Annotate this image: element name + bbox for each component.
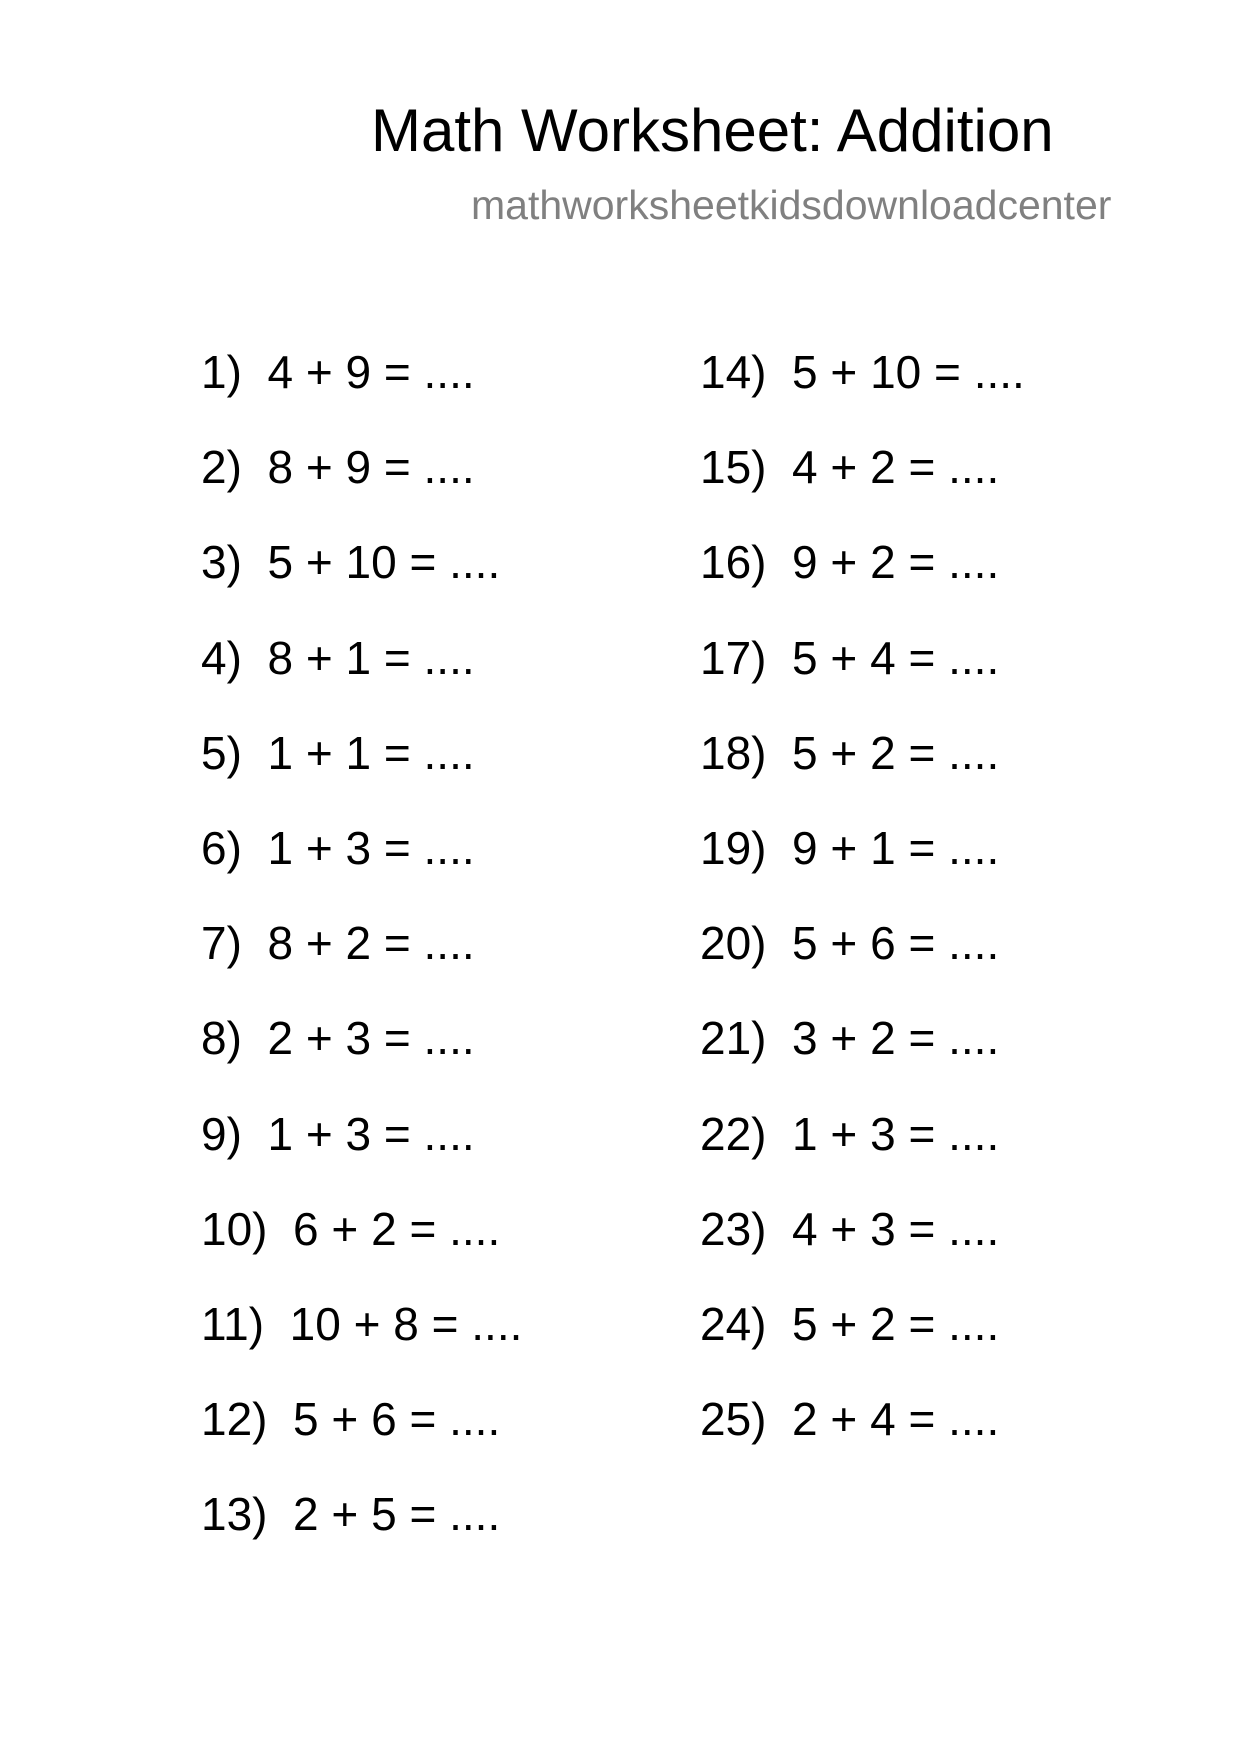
plus-operator: + bbox=[830, 821, 858, 874]
addend-a: 2 bbox=[267, 1012, 294, 1065]
addend-b: 2 bbox=[371, 1202, 397, 1255]
answer-blank[interactable]: .... bbox=[423, 726, 475, 779]
problem-number: 25) bbox=[700, 1393, 767, 1446]
problem-number: 21) bbox=[700, 1012, 767, 1065]
addend-a: 5 bbox=[792, 346, 818, 398]
addend-b: 1 bbox=[870, 821, 896, 874]
answer-blank[interactable]: .... bbox=[948, 536, 1000, 589]
equals-sign: = bbox=[409, 1488, 437, 1541]
addend-a: 10 bbox=[289, 1297, 341, 1350]
problem-item bbox=[700, 340, 1025, 435]
addend-a: 9 bbox=[792, 536, 818, 589]
problem-number: 3) bbox=[201, 536, 242, 589]
plus-operator: + bbox=[331, 1393, 359, 1446]
addend-b: 1 bbox=[345, 631, 372, 684]
answer-blank[interactable]: .... bbox=[449, 1488, 501, 1541]
answer-blank[interactable]: .... bbox=[449, 1202, 501, 1255]
equals-sign: = bbox=[908, 726, 936, 779]
problem-item bbox=[201, 530, 522, 625]
equals-sign: = bbox=[431, 1297, 459, 1350]
equals-sign: = bbox=[908, 1012, 936, 1065]
equals-sign: = bbox=[383, 631, 411, 684]
problem-item bbox=[201, 1197, 522, 1292]
problem-item bbox=[700, 1006, 1025, 1101]
addend-a: 1 bbox=[792, 1107, 818, 1160]
addend-a: 4 bbox=[267, 346, 294, 398]
problem-number: 5) bbox=[201, 726, 242, 779]
plus-operator: + bbox=[305, 1107, 333, 1160]
plus-operator: + bbox=[305, 536, 333, 589]
problem-item bbox=[201, 340, 522, 435]
worksheet-title: Math Worksheet: Addition bbox=[371, 97, 1054, 164]
answer-blank[interactable]: .... bbox=[423, 1107, 475, 1160]
addend-b: 3 bbox=[345, 1012, 372, 1065]
problem-item bbox=[700, 1102, 1025, 1197]
problem-item bbox=[201, 1482, 522, 1577]
answer-blank[interactable]: .... bbox=[948, 1012, 1000, 1065]
problem-number: 12) bbox=[201, 1393, 268, 1446]
plus-operator: + bbox=[830, 1202, 858, 1255]
addend-a: 5 bbox=[792, 631, 818, 684]
addend-b: 10 bbox=[345, 536, 397, 589]
plus-operator: + bbox=[305, 346, 333, 398]
plus-operator: + bbox=[830, 1393, 858, 1446]
addend-b: 6 bbox=[870, 917, 896, 970]
addend-b: 2 bbox=[345, 917, 372, 970]
addend-b: 2 bbox=[870, 1012, 896, 1065]
addend-b: 6 bbox=[371, 1393, 397, 1446]
addend-b: 4 bbox=[870, 1393, 896, 1446]
addend-b: 4 bbox=[870, 631, 896, 684]
equals-sign: = bbox=[409, 536, 437, 589]
addend-a: 2 bbox=[792, 1393, 818, 1446]
addend-b: 3 bbox=[870, 1202, 896, 1255]
problem-item bbox=[201, 626, 522, 721]
equals-sign: = bbox=[383, 726, 411, 779]
equals-sign: = bbox=[383, 1107, 411, 1160]
answer-blank[interactable]: .... bbox=[948, 1202, 1000, 1255]
addend-a: 5 bbox=[792, 726, 818, 779]
problem-item bbox=[700, 1197, 1025, 1292]
plus-operator: + bbox=[331, 1488, 359, 1541]
addend-a: 3 bbox=[792, 1012, 818, 1065]
problem-column-right bbox=[700, 340, 1025, 1482]
addend-b: 3 bbox=[345, 1107, 372, 1160]
addend-b: 5 bbox=[371, 1488, 397, 1541]
addend-b: 9 bbox=[345, 441, 372, 494]
problem-item bbox=[201, 1292, 522, 1387]
plus-operator: + bbox=[830, 917, 858, 970]
equals-sign: = bbox=[908, 536, 936, 589]
answer-blank[interactable]: .... bbox=[948, 726, 1000, 779]
plus-operator: + bbox=[305, 917, 333, 970]
problem-item bbox=[201, 435, 522, 530]
problem-item bbox=[201, 721, 522, 816]
equals-sign: = bbox=[908, 441, 936, 494]
equals-sign: = bbox=[908, 1202, 936, 1255]
problem-item bbox=[201, 911, 522, 1006]
answer-blank[interactable]: .... bbox=[471, 1297, 523, 1350]
problem-item bbox=[700, 816, 1025, 911]
equals-sign: = bbox=[383, 1012, 411, 1065]
problem-number: 22) bbox=[700, 1107, 767, 1160]
problem-number: 20) bbox=[700, 917, 767, 970]
answer-blank[interactable]: .... bbox=[423, 1012, 475, 1065]
plus-operator: + bbox=[830, 631, 858, 684]
equals-sign: = bbox=[383, 917, 411, 970]
addend-a: 5 bbox=[792, 1297, 818, 1350]
problem-column-left bbox=[201, 340, 522, 1577]
problem-item bbox=[201, 1387, 522, 1482]
problem-number: 6) bbox=[201, 821, 242, 874]
equals-sign: = bbox=[908, 1297, 936, 1350]
plus-operator: + bbox=[305, 441, 333, 494]
addend-a: 4 bbox=[792, 1202, 818, 1255]
addend-b: 2 bbox=[870, 726, 896, 779]
addend-b: 2 bbox=[870, 1297, 896, 1350]
addend-a: 5 bbox=[293, 1393, 319, 1446]
addend-b: 3 bbox=[345, 821, 372, 874]
addend-a: 4 bbox=[792, 441, 818, 494]
addend-a: 8 bbox=[267, 441, 294, 494]
problem-item bbox=[700, 530, 1025, 625]
problem-item bbox=[700, 911, 1025, 1006]
answer-blank[interactable]: .... bbox=[948, 821, 1000, 874]
addend-a: 5 bbox=[267, 536, 294, 589]
problem-number: 13) bbox=[201, 1488, 268, 1541]
problem-number: 23) bbox=[700, 1202, 767, 1255]
problem-item bbox=[700, 721, 1025, 816]
problem-number: 19) bbox=[700, 821, 767, 874]
equals-sign: = bbox=[908, 1107, 936, 1160]
equals-sign: = bbox=[409, 1393, 437, 1446]
equals-sign: = bbox=[383, 821, 411, 874]
problem-number: 10) bbox=[201, 1202, 268, 1255]
answer-blank[interactable]: .... bbox=[948, 1393, 1000, 1446]
answer-blank[interactable]: .... bbox=[423, 346, 475, 398]
problem-item bbox=[700, 1387, 1025, 1482]
problem-number: 4) bbox=[201, 631, 242, 684]
addend-b: 8 bbox=[393, 1297, 419, 1350]
addend-a: 8 bbox=[267, 917, 294, 970]
answer-blank[interactable]: .... bbox=[973, 346, 1025, 398]
problem-number: 18) bbox=[700, 726, 767, 779]
answer-blank[interactable]: .... bbox=[449, 1393, 501, 1446]
problem-number: 7) bbox=[201, 917, 242, 970]
addend-b: 3 bbox=[870, 1107, 896, 1160]
problem-number: 2) bbox=[201, 441, 242, 494]
answer-blank[interactable]: .... bbox=[948, 1107, 1000, 1160]
addend-a: 1 bbox=[267, 1107, 294, 1160]
addend-a: 2 bbox=[293, 1488, 319, 1541]
answer-blank[interactable]: .... bbox=[948, 441, 1000, 494]
plus-operator: + bbox=[830, 1297, 858, 1350]
equals-sign: = bbox=[383, 346, 411, 398]
addend-a: 8 bbox=[267, 631, 294, 684]
problem-number: 1) bbox=[201, 346, 242, 398]
equals-sign: = bbox=[383, 441, 411, 494]
answer-blank[interactable]: .... bbox=[423, 821, 475, 874]
problem-item bbox=[700, 1292, 1025, 1387]
answer-blank[interactable]: .... bbox=[423, 441, 475, 494]
plus-operator: + bbox=[830, 726, 858, 779]
addend-b: 2 bbox=[870, 536, 896, 589]
equals-sign: = bbox=[908, 1393, 936, 1446]
problem-number: 8) bbox=[201, 1012, 242, 1065]
problem-number: 17) bbox=[700, 631, 767, 684]
problem-number: 24) bbox=[700, 1297, 767, 1350]
plus-operator: + bbox=[305, 726, 333, 779]
addend-b: 2 bbox=[870, 441, 896, 494]
addend-b: 10 bbox=[870, 346, 922, 398]
worksheet-source: mathworksheetkidsdownloadcenter bbox=[471, 182, 1112, 228]
equals-sign: = bbox=[934, 346, 961, 398]
answer-blank[interactable]: .... bbox=[449, 536, 501, 589]
problem-item bbox=[201, 1006, 522, 1101]
addend-a: 5 bbox=[792, 917, 818, 970]
problem-number: 11) bbox=[201, 1297, 265, 1350]
problem-item bbox=[700, 435, 1025, 530]
equals-sign: = bbox=[908, 631, 936, 684]
problem-item bbox=[700, 626, 1025, 721]
addend-a: 1 bbox=[267, 821, 294, 874]
plus-operator: + bbox=[830, 1012, 858, 1065]
problem-item bbox=[201, 1102, 522, 1197]
plus-operator: + bbox=[830, 1107, 858, 1160]
addend-b: 9 bbox=[345, 346, 372, 398]
problem-number: 15) bbox=[700, 441, 767, 494]
problem-number: 9) bbox=[201, 1107, 242, 1160]
equals-sign: = bbox=[409, 1202, 437, 1255]
plus-operator: + bbox=[305, 821, 333, 874]
plus-operator: + bbox=[305, 631, 333, 684]
plus-operator: + bbox=[830, 536, 858, 589]
problem-number: 14) bbox=[700, 346, 767, 398]
addend-a: 9 bbox=[792, 821, 818, 874]
answer-blank[interactable]: .... bbox=[423, 631, 475, 684]
answer-blank[interactable]: .... bbox=[948, 1297, 1000, 1350]
answer-blank[interactable]: .... bbox=[948, 631, 1000, 684]
plus-operator: + bbox=[830, 441, 858, 494]
plus-operator: + bbox=[353, 1297, 381, 1350]
plus-operator: + bbox=[305, 1012, 333, 1065]
problem-number: 16) bbox=[700, 536, 767, 589]
answer-blank[interactable]: .... bbox=[948, 917, 1000, 970]
addend-b: 1 bbox=[345, 726, 372, 779]
problem-item bbox=[201, 816, 522, 911]
equals-sign: = bbox=[908, 821, 936, 874]
equals-sign: = bbox=[908, 917, 936, 970]
addend-a: 1 bbox=[267, 726, 294, 779]
plus-operator: + bbox=[830, 346, 858, 398]
answer-blank[interactable]: .... bbox=[423, 917, 475, 970]
addend-a: 6 bbox=[293, 1202, 319, 1255]
plus-operator: + bbox=[331, 1202, 359, 1255]
